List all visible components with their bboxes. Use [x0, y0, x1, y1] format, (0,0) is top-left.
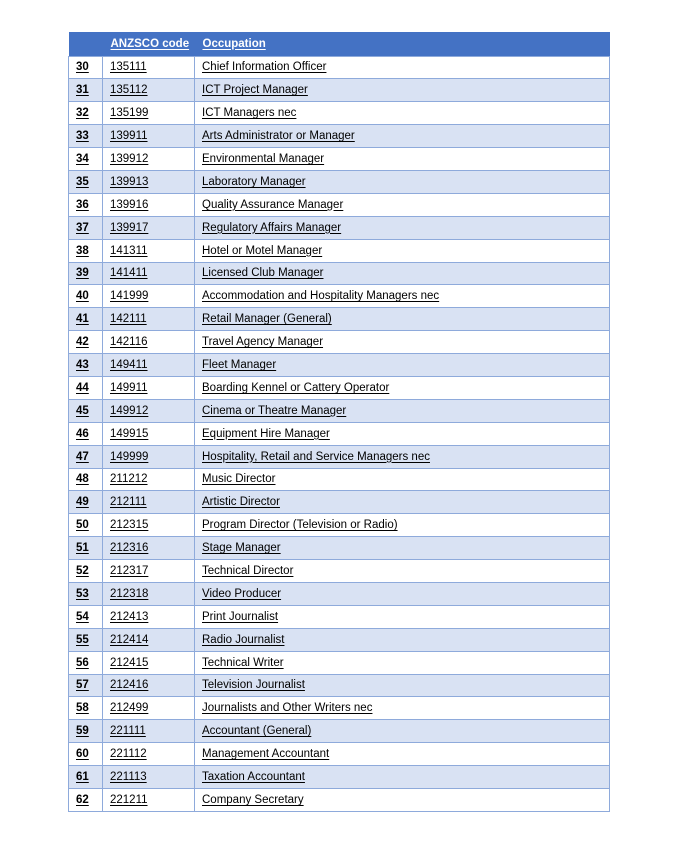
anzsco-code-cell	[103, 468, 195, 491]
anzsco-code-link[interactable]: 212415	[110, 656, 149, 669]
row-number-cell	[69, 125, 103, 148]
occupation-cell	[195, 743, 610, 766]
occupation-cell	[195, 766, 610, 789]
row-number-cell	[69, 445, 103, 468]
anzsco-code-link[interactable]: 221211	[110, 793, 148, 806]
occupation-name-link[interactable]: Equipment Hire Manager	[202, 427, 330, 440]
table-row	[69, 743, 610, 766]
occupation-cell	[195, 605, 610, 628]
table-row	[69, 239, 610, 262]
header-blank-cell	[69, 32, 103, 56]
row-number-link[interactable]: 35	[76, 175, 89, 188]
anzsco-code-cell	[103, 148, 195, 171]
anzsco-code-link[interactable]: 135111	[110, 61, 147, 74]
row-number-link[interactable]: 34	[76, 153, 89, 165]
anzsco-code-link[interactable]: 212317	[110, 565, 149, 578]
row-number-cell	[69, 560, 103, 583]
anzsco-occupation-table	[68, 32, 610, 812]
anzsco-code-cell	[103, 56, 195, 79]
occupation-cell	[195, 376, 610, 399]
row-number-link[interactable]: 45	[76, 404, 89, 417]
table-row	[69, 468, 610, 491]
row-number-link[interactable]: 44	[76, 381, 89, 394]
row-number-cell	[69, 582, 103, 605]
anzsco-code-link[interactable]: 139913	[110, 175, 149, 188]
row-number-cell	[69, 605, 103, 628]
table-row	[69, 216, 610, 239]
occupation-cell	[195, 399, 610, 422]
row-number-link[interactable]: 59	[76, 725, 89, 738]
anzsco-code-cell	[103, 125, 195, 148]
anzsco-code-cell	[103, 170, 195, 193]
occupation-cell	[195, 285, 610, 308]
occupation-name-link[interactable]: Print Journalist	[202, 610, 279, 623]
table-row	[69, 262, 610, 285]
header-occupation	[195, 32, 610, 56]
anzsco-code-cell	[103, 285, 195, 308]
anzsco-code-link[interactable]: 221111	[110, 725, 146, 738]
anzsco-code-link[interactable]: 212315	[110, 519, 149, 532]
occupation-cell	[195, 148, 610, 171]
row-number-cell	[69, 79, 103, 102]
occupation-name-link[interactable]: ICT Project Manager	[202, 84, 308, 97]
table-row	[69, 422, 610, 445]
occupation-name-link[interactable]: Technical Writer	[202, 656, 284, 669]
occupation-cell	[195, 193, 610, 216]
occupation-name-link[interactable]: Fleet Manager	[202, 359, 277, 372]
occupation-cell	[195, 56, 610, 79]
row-number-cell	[69, 422, 103, 445]
table-row	[69, 674, 610, 697]
row-number-cell	[69, 766, 103, 789]
anzsco-code-link[interactable]: 135112	[110, 84, 148, 97]
occupation-name-link[interactable]: Company Secretary	[202, 793, 304, 806]
anzsco-code-link[interactable]: 139912	[110, 153, 149, 165]
row-number-cell	[69, 239, 103, 262]
occupation-name-link[interactable]: Program Director (Television or Radio)	[202, 519, 398, 532]
row-number-cell	[69, 376, 103, 399]
occupation-name-link[interactable]: Cinema or Theatre Manager	[202, 404, 347, 417]
table-row	[69, 170, 610, 193]
occupation-cell	[195, 239, 610, 262]
occupation-name-link[interactable]: Television Journalist	[202, 679, 305, 692]
row-number-cell	[69, 789, 103, 812]
occupation-name-link[interactable]: ICT Managers nec	[202, 107, 297, 120]
occupation-name-link[interactable]: Stage Manager	[202, 542, 281, 555]
row-number-cell	[69, 216, 103, 239]
occupation-cell	[195, 170, 610, 193]
anzsco-code-link[interactable]: 149915	[110, 427, 149, 440]
row-number-link[interactable]: 38	[76, 244, 89, 257]
row-number-link[interactable]: 42	[76, 336, 89, 349]
row-number-link[interactable]: 50	[76, 519, 89, 532]
row-number-link[interactable]: 47	[76, 450, 89, 463]
row-number-link[interactable]: 41	[76, 313, 89, 326]
occupation-cell	[195, 445, 610, 468]
table-row	[69, 720, 610, 743]
anzsco-code-link[interactable]: 221112	[110, 748, 147, 761]
anzsco-code-cell	[103, 743, 195, 766]
table-row	[69, 79, 610, 102]
table-row	[69, 605, 610, 628]
occupation-cell	[195, 331, 610, 354]
table-row	[69, 399, 610, 422]
table-row	[69, 651, 610, 674]
occupation-cell	[195, 491, 610, 514]
occupation-name-link[interactable]: Video Producer	[202, 587, 282, 600]
occupation-name-link[interactable]: Quality Assurance Manager	[202, 198, 344, 211]
table-row	[69, 193, 610, 216]
row-number-link[interactable]: 61	[76, 771, 89, 784]
row-number-link[interactable]: 32	[76, 107, 89, 120]
table-row	[69, 354, 610, 377]
occupation-name-link[interactable]: Management Accountant	[202, 748, 330, 761]
anzsco-code-cell	[103, 766, 195, 789]
anzsco-code-cell	[103, 789, 195, 812]
table-row	[69, 560, 610, 583]
anzsco-code-link[interactable]: 141411	[110, 267, 148, 280]
anzsco-code-link[interactable]: 211212	[110, 473, 148, 486]
table-body	[69, 56, 610, 811]
occupation-name-link[interactable]: Accommodation and Hospitality Managers nec	[202, 290, 440, 303]
table-row	[69, 125, 610, 148]
occupation-cell	[195, 628, 610, 651]
row-number-link[interactable]: 49	[76, 496, 89, 509]
row-number-link[interactable]: 31	[76, 84, 89, 97]
anzsco-code-cell	[103, 376, 195, 399]
row-number-link[interactable]: 48	[76, 473, 89, 486]
occupation-cell	[195, 102, 610, 125]
table-row	[69, 514, 610, 537]
anzsco-code-link[interactable]: 135199	[110, 107, 149, 120]
occupation-cell	[195, 125, 610, 148]
occupation-cell	[195, 468, 610, 491]
anzsco-code-cell	[103, 491, 195, 514]
table-row	[69, 102, 610, 125]
anzsco-code-link[interactable]: 149912	[110, 404, 149, 417]
occupation-name-link[interactable]: Hotel or Motel Manager	[202, 244, 323, 257]
anzsco-code-link[interactable]: 221113	[110, 771, 147, 784]
anzsco-code-link[interactable]: 212416	[110, 679, 149, 692]
anzsco-code-cell	[103, 560, 195, 583]
occupation-cell	[195, 308, 610, 331]
occupation-name-link[interactable]: Arts Administrator or Manager	[202, 130, 355, 143]
occupation-name-link[interactable]: Boarding Kennel or Cattery Operator	[202, 381, 390, 394]
occupation-name-link[interactable]: Laboratory Manager	[202, 175, 306, 188]
row-number-cell	[69, 102, 103, 125]
row-number-link[interactable]: 33	[76, 130, 89, 143]
anzsco-code-link[interactable]: 149999	[110, 450, 149, 463]
occupation-name-link[interactable]: Taxation Accountant	[202, 771, 305, 784]
row-number-link[interactable]: 36	[76, 198, 89, 211]
row-number-cell	[69, 514, 103, 537]
table-row	[69, 331, 610, 354]
header-anzsco-code-label: ANZSCO code	[110, 37, 190, 50]
occupation-cell	[195, 262, 610, 285]
occupation-name-link[interactable]: Chief Information Officer	[202, 61, 327, 74]
occupation-cell	[195, 514, 610, 537]
anzsco-code-link[interactable]: 212111	[110, 496, 147, 509]
row-number-link[interactable]: 51	[76, 542, 89, 555]
anzsco-code-link[interactable]: 142111	[110, 313, 147, 326]
table-row	[69, 308, 610, 331]
anzsco-code-cell	[103, 674, 195, 697]
anzsco-code-link[interactable]: 212499	[110, 702, 149, 715]
row-number-cell	[69, 56, 103, 79]
occupation-name-link[interactable]: Radio Journalist	[202, 633, 285, 646]
anzsco-code-cell	[103, 308, 195, 331]
anzsco-code-cell	[103, 445, 195, 468]
occupation-cell	[195, 422, 610, 445]
occupation-name-link[interactable]: Technical Director	[202, 565, 294, 578]
anzsco-code-cell	[103, 331, 195, 354]
occupation-name-link[interactable]: Artistic Director	[202, 496, 280, 509]
occupation-name-link[interactable]: Licensed Club Manager	[202, 267, 324, 280]
anzsco-code-cell	[103, 193, 195, 216]
table-row	[69, 789, 610, 812]
header-anzsco-code	[103, 32, 195, 56]
anzsco-code-link[interactable]: 212413	[110, 610, 149, 623]
anzsco-code-link[interactable]: 141311	[110, 244, 148, 257]
occupation-name-link[interactable]: Accountant (General)	[202, 725, 312, 738]
occupation-name-link[interactable]: Travel Agency Manager	[202, 336, 324, 349]
row-number-link[interactable]: 37	[76, 221, 89, 234]
occupation-cell	[195, 720, 610, 743]
occupation-name-link[interactable]: Hospitality, Retail and Service Managers nec	[202, 450, 430, 463]
table-row	[69, 582, 610, 605]
row-number-link[interactable]: 55	[76, 633, 89, 646]
anzsco-code-link[interactable]: 149411	[110, 359, 148, 372]
anzsco-code-link[interactable]: 139911	[110, 130, 148, 143]
occupation-cell	[195, 651, 610, 674]
anzsco-code-cell	[103, 239, 195, 262]
occupation-cell	[195, 674, 610, 697]
occupation-name-link[interactable]: Retail Manager (General)	[202, 313, 332, 326]
anzsco-code-link[interactable]: 212316	[110, 542, 149, 555]
anzsco-code-cell	[103, 354, 195, 377]
occupation-cell	[195, 79, 610, 102]
occupation-cell	[195, 697, 610, 720]
occupation-cell	[195, 354, 610, 377]
anzsco-code-cell	[103, 582, 195, 605]
row-number-link[interactable]: 56	[76, 656, 89, 669]
occupation-name-link[interactable]: Environmental Manager	[202, 153, 325, 165]
occupation-name-link[interactable]: Music Director	[202, 473, 276, 486]
row-number-cell	[69, 743, 103, 766]
row-number-cell	[69, 491, 103, 514]
row-number-cell	[69, 537, 103, 560]
row-number-cell	[69, 628, 103, 651]
anzsco-code-cell	[103, 399, 195, 422]
table-row	[69, 697, 610, 720]
row-number-link[interactable]: 62	[76, 793, 89, 806]
table-row	[69, 445, 610, 468]
table-row	[69, 56, 610, 79]
anzsco-code-cell	[103, 651, 195, 674]
anzsco-code-cell	[103, 514, 195, 537]
anzsco-code-cell	[103, 262, 195, 285]
row-number-link[interactable]: 58	[76, 702, 89, 715]
table-row	[69, 628, 610, 651]
occupation-cell	[195, 582, 610, 605]
row-number-link[interactable]: 60	[76, 748, 89, 761]
anzsco-code-link[interactable]: 212318	[110, 587, 149, 600]
row-number-cell	[69, 468, 103, 491]
anzsco-code-link[interactable]: 141999	[110, 290, 149, 303]
row-number-link[interactable]: 54	[76, 610, 89, 623]
row-number-cell	[69, 262, 103, 285]
row-number-cell	[69, 720, 103, 743]
occupation-cell	[195, 789, 610, 812]
row-number-cell	[69, 399, 103, 422]
anzsco-code-cell	[103, 102, 195, 125]
header-occupation-label: Occupation	[202, 37, 266, 50]
table-row	[69, 491, 610, 514]
anzsco-code-cell	[103, 537, 195, 560]
occupation-cell	[195, 537, 610, 560]
table-row	[69, 376, 610, 399]
row-number-cell	[69, 170, 103, 193]
anzsco-code-cell	[103, 628, 195, 651]
row-number-link[interactable]: 39	[76, 267, 89, 280]
anzsco-code-link[interactable]: 139916	[110, 198, 149, 211]
table-row	[69, 537, 610, 560]
anzsco-code-link[interactable]: 149911	[110, 381, 148, 394]
table-header-row	[69, 32, 610, 56]
row-number-cell	[69, 193, 103, 216]
anzsco-code-link[interactable]: 139917	[110, 221, 149, 234]
occupation-name-link[interactable]: Regulatory Affairs Manager	[202, 221, 342, 234]
row-number-link[interactable]: 40	[76, 290, 89, 303]
row-number-cell	[69, 651, 103, 674]
anzsco-code-cell	[103, 422, 195, 445]
row-number-link[interactable]: 57	[76, 679, 89, 692]
occupation-cell	[195, 560, 610, 583]
row-number-cell	[69, 148, 103, 171]
row-number-cell	[69, 354, 103, 377]
table-row	[69, 148, 610, 171]
row-number-link[interactable]: 43	[76, 359, 89, 372]
row-number-link[interactable]: 52	[76, 565, 89, 578]
occupation-cell	[195, 216, 610, 239]
anzsco-code-link[interactable]: 212414	[110, 633, 149, 646]
row-number-link[interactable]: 53	[76, 587, 89, 600]
row-number-cell	[69, 308, 103, 331]
anzsco-code-cell	[103, 79, 195, 102]
row-number-link[interactable]: 46	[76, 427, 89, 440]
anzsco-code-cell	[103, 605, 195, 628]
anzsco-code-cell	[103, 216, 195, 239]
table-row	[69, 285, 610, 308]
row-number-cell	[69, 697, 103, 720]
anzsco-code-cell	[103, 697, 195, 720]
anzsco-code-link[interactable]: 142116	[110, 336, 148, 349]
row-number-cell	[69, 331, 103, 354]
row-number-cell	[69, 285, 103, 308]
table-row	[69, 766, 610, 789]
row-number-link[interactable]: 30	[76, 61, 89, 74]
row-number-cell	[69, 674, 103, 697]
anzsco-code-cell	[103, 720, 195, 743]
occupation-name-link[interactable]: Journalists and Other Writers nec	[202, 702, 373, 715]
